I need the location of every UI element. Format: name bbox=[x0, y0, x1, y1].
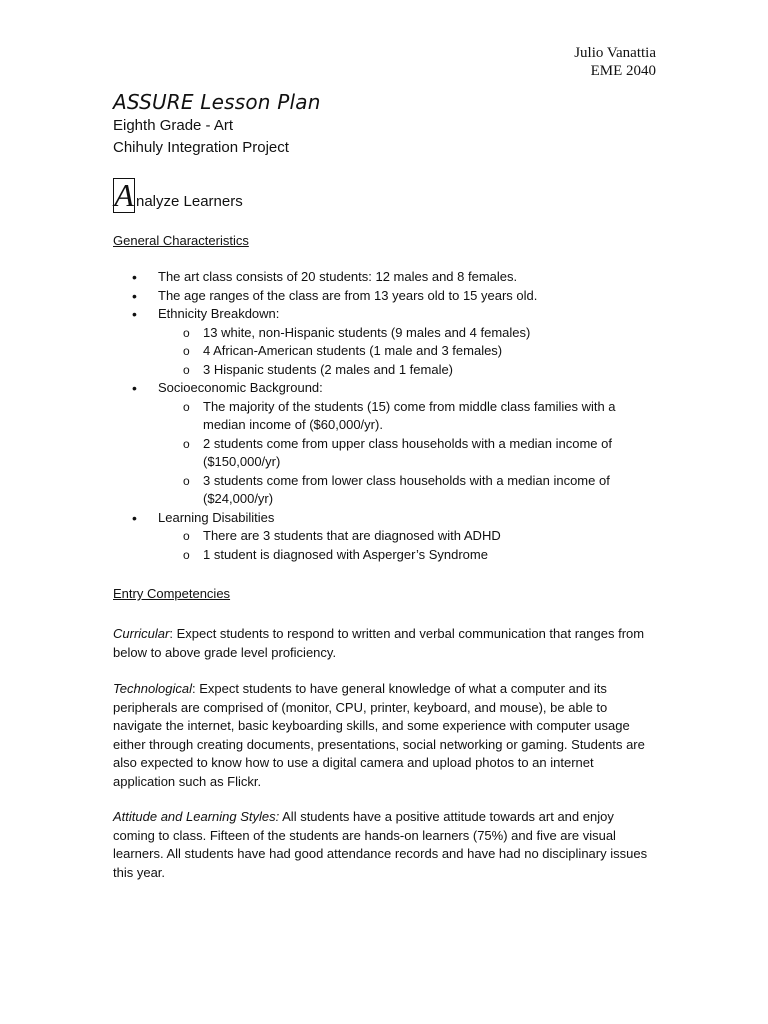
section-heading-text: nalyze Learners bbox=[136, 193, 243, 210]
attitude-paragraph bbox=[113, 808, 658, 882]
list-item: • The art class consists of 20 students: 12 males and 8 females. bbox=[113, 268, 658, 287]
attitude-text: All students have a positive attitude towards art and enjoy coming to class. Fifteen of the students are hands-on learners (75%) and five are visual learners. All students have had good attendance records and have had no disciplinary issues this year. bbox=[113, 809, 648, 880]
list-item: • Ethnicity Breakdown: o 13 white, non-Hispanic students (9 males and 4 females) o 4 African-American students (1 male and 3 females) o 3 Hispanic students (2 males and 1 female) bbox=[113, 305, 658, 379]
sublist-item: o 3 Hispanic students (2 males and 1 female) bbox=[158, 361, 658, 380]
general-characteristics-heading: General Characteristics bbox=[113, 233, 249, 248]
attitude-label: Attitude and Learning Styles: bbox=[113, 809, 280, 824]
sublist-item: o 2 students come from upper class households with a median income of ($150,000/yr) bbox=[158, 435, 658, 472]
technological-text: : Expect students to have general knowledge of what a computer and its peripherals are comprised of (monitor, CPU, printer, keyboard, and mouse), be able to navigate the internet, basic keyboarding skills, and some experience with computer usage either through creating documents, presentations, social networking or gaming. Students are also expected to know how to use a digital camera and upload photos to an internet application such as Flickr. bbox=[113, 681, 645, 789]
sublist-item: o The majority of the students (15) come from middle class families with a median income of ($60,000/yr). bbox=[158, 398, 658, 435]
characteristics-list bbox=[113, 268, 658, 564]
project-subtitle: Chihuly Integration Project bbox=[113, 139, 289, 156]
sublist-item: o 13 white, non-Hispanic students (9 males and 4 females) bbox=[158, 324, 658, 343]
curricular-label: Curricular bbox=[113, 626, 170, 641]
entry-competencies-heading: Entry Competencies bbox=[113, 586, 231, 601]
technological-paragraph bbox=[113, 680, 658, 791]
sublist-item: o 4 African-American students (1 male and 3 females) bbox=[158, 342, 658, 361]
socioeconomic-sublist bbox=[158, 398, 658, 509]
list-item: • Learning Disabilities o There are 3 students that are diagnosed with ADHD o 1 student is diagnosed with Asperger’s Syndrome bbox=[113, 509, 658, 565]
ethnicity-sublist bbox=[158, 324, 658, 380]
disabilities-sublist bbox=[158, 527, 658, 564]
sublist-item: o There are 3 students that are diagnosed with ADHD bbox=[158, 527, 658, 546]
section-heading-analyze bbox=[113, 178, 243, 213]
author-name: Julio Vanattia bbox=[574, 45, 656, 61]
sublist-item: o 3 students come from lower class households with a median income of ($24,000/yr) bbox=[158, 472, 658, 509]
sublist-item: o 1 student is diagnosed with Asperger’s Syndrome bbox=[158, 546, 658, 565]
technological-label: Technological bbox=[113, 681, 193, 696]
list-item: • The age ranges of the class are from 13 years old to 15 years old. bbox=[113, 287, 658, 306]
course-code: EME 2040 bbox=[590, 63, 656, 79]
grade-subtitle: Eighth Grade - Art bbox=[113, 117, 234, 134]
curricular-paragraph bbox=[113, 625, 658, 662]
drop-cap-letter: A bbox=[114, 177, 134, 213]
curricular-text: : Expect students to respond to written and verbal communication that ranges from below to above grade level proficiency. bbox=[113, 626, 645, 660]
list-item: • Socioeconomic Background: o The majority of the students (15) come from middle class families with a median income of ($60,000/yr). o 2 students come from upper class households with a median income of ($150,000/yr) o 3 students come from lower class households with a median income of ($24,000/yr) bbox=[113, 379, 658, 509]
document-title: ASSURE Lesson Plan bbox=[113, 90, 321, 114]
header-block bbox=[574, 44, 656, 80]
